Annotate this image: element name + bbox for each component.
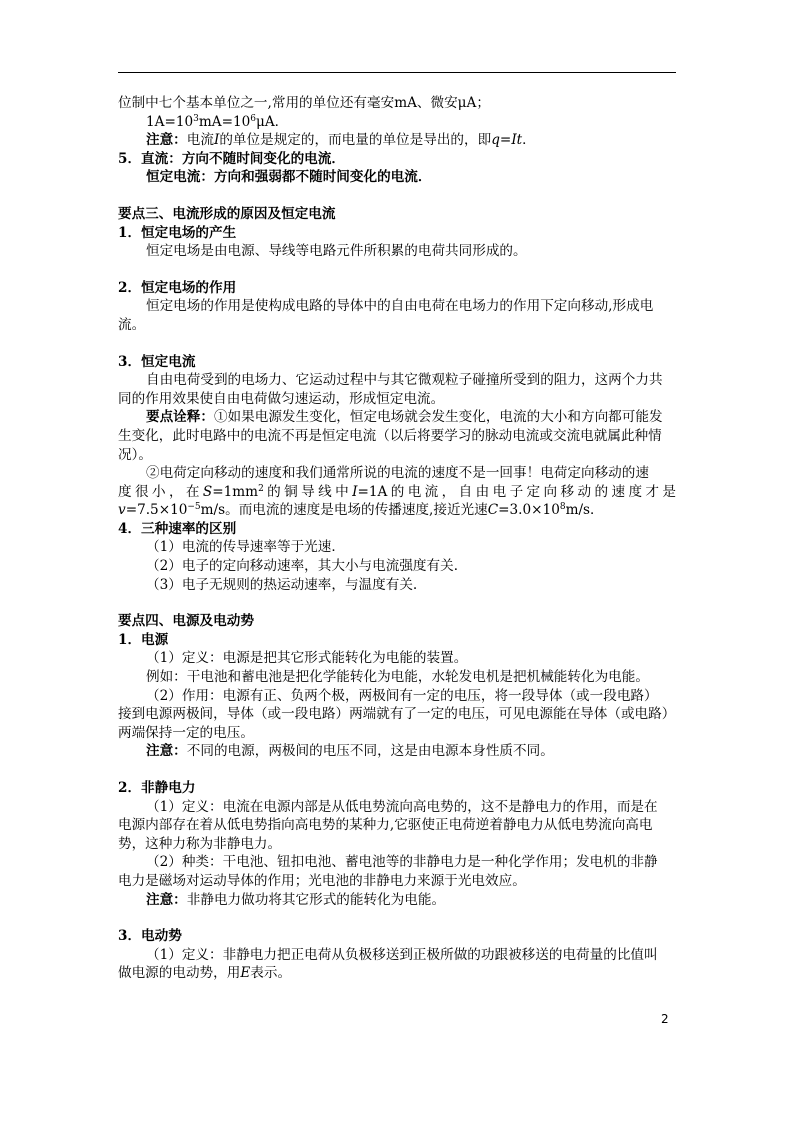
key-point-explanation: 要点诠释：①如果电源发生变化，恒定电场就会发生变化，电流的大小和方向都可能发 [146, 409, 663, 426]
paragraph-line: 况）。 [118, 446, 152, 463]
section-heading-3: 要点三、电流形成的原因及恒定电流 [118, 205, 336, 222]
paragraph-line: 例如：干电池和蓄电池是把化学能转化为电能，水轮发电机是把机械能转化为电能。 [146, 669, 649, 686]
paragraph-line: 势，这种力称为非静电力。 [118, 835, 282, 852]
subheading: 4．三种速率的区别 [118, 520, 237, 537]
subheading: 2．恒定电场的作用 [118, 279, 237, 296]
paragraph-line: （2）作用：电源有正、负两个极，两极间有一定的电压，将一段导体（或一段电路） [146, 687, 658, 704]
subheading: 1．恒定电场的产生 [118, 224, 237, 241]
subheading: 2．非静电力 [118, 780, 196, 796]
list-item: （2）电子的定向移动速率，其大小与电流强度有关． [146, 558, 468, 575]
paragraph-line: 两端保持一定的电压。 [118, 724, 254, 741]
unit-conversion-formula: $1A=10^3mA=10^6\mu A$． [146, 113, 289, 130]
paragraph-line-formula: 度很小，在$S=1mm^2$的铜导线中I=1A的电流，自由电子定向移动的速度才是 [118, 483, 677, 500]
paragraph-line: （2）种类：干电池、钮扣电池、蓄电池等的非静电力是一种化学作用；发电机的非静 [146, 854, 658, 871]
paragraph-line: 恒定电场的作用是使构成电路的导体中的自由电荷在电场力的作用下定向移动,形成电 [146, 298, 654, 315]
header-rule [118, 72, 676, 73]
page-number: 2 [661, 1012, 669, 1026]
paragraph-line: 恒定电场是由电源、导线等电路元件所积累的电荷共同形成的。 [146, 243, 527, 260]
paragraph-line: 电力是磁场对运动导体的作用；光电池的非静电力来源于光电效应。 [118, 872, 526, 889]
paragraph-line: 流。 [118, 316, 146, 333]
document-body [118, 94, 676, 983]
paragraph-line: 电源内部存在着从低电势指向高电势的某种力,它驱使正电荷逆着静电力从低电势流向高电 [118, 817, 653, 834]
paragraph-line: 同的作用效果使自由电荷做匀速运动，形成恒定电流。 [118, 390, 445, 407]
paragraph-line-formula: $v=7.5\times 10^{-5}m/s$。而电流的速度是电场的传播速度,接近光速$C=3.0\times 10^8m/s$． [118, 502, 604, 519]
paragraph-line: （1）定义：电流在电源内部是从低电势流向高电势的，这不是静电力的作用，而是在 [146, 798, 658, 815]
paragraph-line: ②电荷定向移动的速度和我们通常所说的电流的速度不是一回事！电荷定向移动的速 [146, 465, 649, 482]
paragraph-line: 自由电荷受到的电场力、它运动过程中与其它微观粒子碰撞所受到的阻力，这两个力共 [146, 372, 663, 389]
list-item: （3）电子无规则的热运动速率，与温度有关. [146, 576, 418, 593]
direct-current-definition: 5．直流：方向不随时间变化的电流． [118, 150, 345, 167]
note-line: 注意：电流I的单位是规定的，而电量的单位是导出的，即q=It． [146, 132, 536, 149]
note-line: 注意：非静电力做功将其它形式的能转化为电能。 [146, 891, 446, 908]
steady-current-definition: 恒定电流：方向和强弱都不随时间变化的电流． [146, 169, 432, 186]
paragraph-line: （1）定义：非静电力把正电荷从负极移送到正极所做的功跟被移送的电荷量的比值叫 [146, 946, 658, 963]
subheading: 3．电动势 [118, 928, 182, 945]
paragraph-line: （1）定义：电源是把其它形式能转化为电能的装置。 [146, 650, 468, 667]
paragraph-line: 做电源的电动势，用E表示。 [118, 965, 292, 982]
paragraph-line: 接到电源两极间，导体（或一段电路）两端就有了一定的电压，可见电源能在导体（或电路） [118, 706, 676, 723]
paragraph-line: 生变化，此时电路中的电流不再是恒定电流（以后将要学习的脉动电流或交流电就属此种情 [118, 427, 662, 444]
subheading: 3．恒定电流 [118, 353, 196, 370]
section-heading-4: 要点四、电源及电动势 [118, 613, 254, 630]
list-item: （1）电流的传导速率等于光速． [146, 539, 345, 556]
paragraph-line: 位制中七个基本单位之一,常用的单位还有毫安mA、微安μA； [118, 95, 490, 111]
subheading: 1．电源 [118, 631, 169, 648]
note-line: 注意：不同的电源，两极间的电压不同，这是由电源本身性质不同。 [146, 743, 554, 760]
